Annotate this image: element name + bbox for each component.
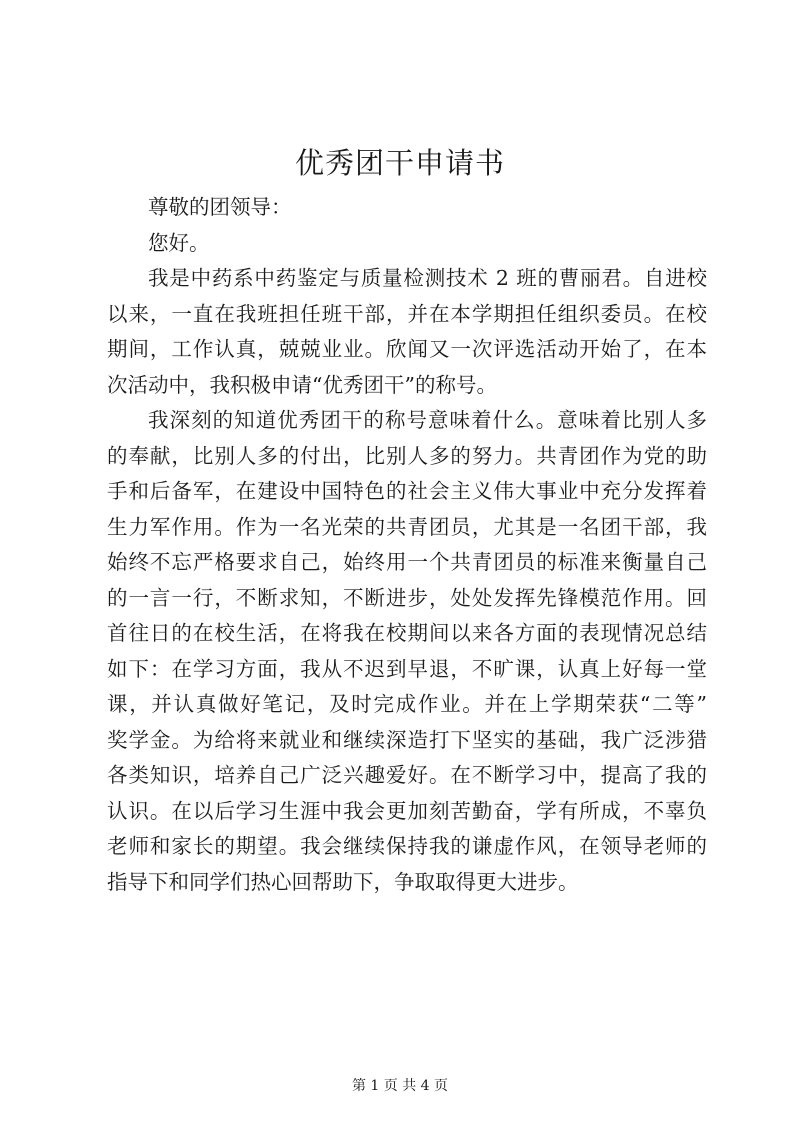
paragraph-2-line: 的一言一行，不断求知，不断进步，处处发挥先锋模范作用。回 xyxy=(107,585,707,610)
page-footer: 第 1 页 共 4 页 xyxy=(351,1078,449,1094)
document-body xyxy=(107,190,707,900)
paragraph-2-line: 课，并认真做好笔记，及时完成作业。并在上学期荣获“二等” xyxy=(107,692,707,716)
paragraph-1-line: 我是中药系中药鉴定与质量检测技术 2 班的曹丽君。自进校 xyxy=(148,266,707,290)
document-title: 优秀团干申请书 xyxy=(294,146,505,180)
paragraph-2-line: 老师和家长的期望。我会继续保持我的谦虚作风，在领导老师的 xyxy=(107,834,707,858)
paragraph-2-line: 始终不忘严格要求自己，始终用一个共青团员的标准来衡量自己 xyxy=(107,550,707,574)
paragraph-2-line: 指导下和同学们热心回帮助下，争取取得更大进步。 xyxy=(107,869,579,894)
paragraph-2-line: 的奉献，比别人多的付出，比别人多的努力。共青团作为党的助 xyxy=(107,443,707,468)
paragraph-2-line: 我深刻的知道优秀团干的称号意味着什么。意味着比别人多 xyxy=(148,408,707,432)
paragraph-1-line: 以来，一直在我班担任班干部，并在本学期担任组织委员。在校 xyxy=(107,301,707,326)
paragraph-2-line: 如下：在学习方面，我从不迟到早退，不旷课，认真上好每一堂 xyxy=(107,656,707,681)
greeting-line: 您好。 xyxy=(148,230,210,255)
paragraph-2-line: 手和后备军，在建设中国特色的社会主义伟大事业中充分发挥着 xyxy=(107,479,707,503)
paragraph-2-line: 认识。在以后学习生涯中我会更加刻苦勤奋，学有所成，不辜负 xyxy=(107,798,707,823)
paragraph-2-line: 首往日的在校生活，在将我在校期间以来各方面的表现情况总结 xyxy=(107,621,707,645)
paragraph-2-line: 奖学金。为给将来就业和继续深造打下坚实的基础，我广泛涉猎 xyxy=(107,727,707,752)
paragraph-1-line: 期间，工作认真，兢兢业业。欣闻又一次评选活动开始了，在本 xyxy=(107,337,707,361)
paragraph-1-line: 次活动中，我积极申请“优秀团干”的称号。 xyxy=(107,372,497,397)
salutation-line: 尊敬的团领导： xyxy=(148,195,292,219)
paragraph-2-line: 生力军作用。作为一名光荣的共青团员，尤其是一名团干部，我 xyxy=(107,514,707,539)
paragraph-2-line: 各类知识，培养自己广泛兴趣爱好。在不断学习中，提高了我的 xyxy=(107,763,707,787)
